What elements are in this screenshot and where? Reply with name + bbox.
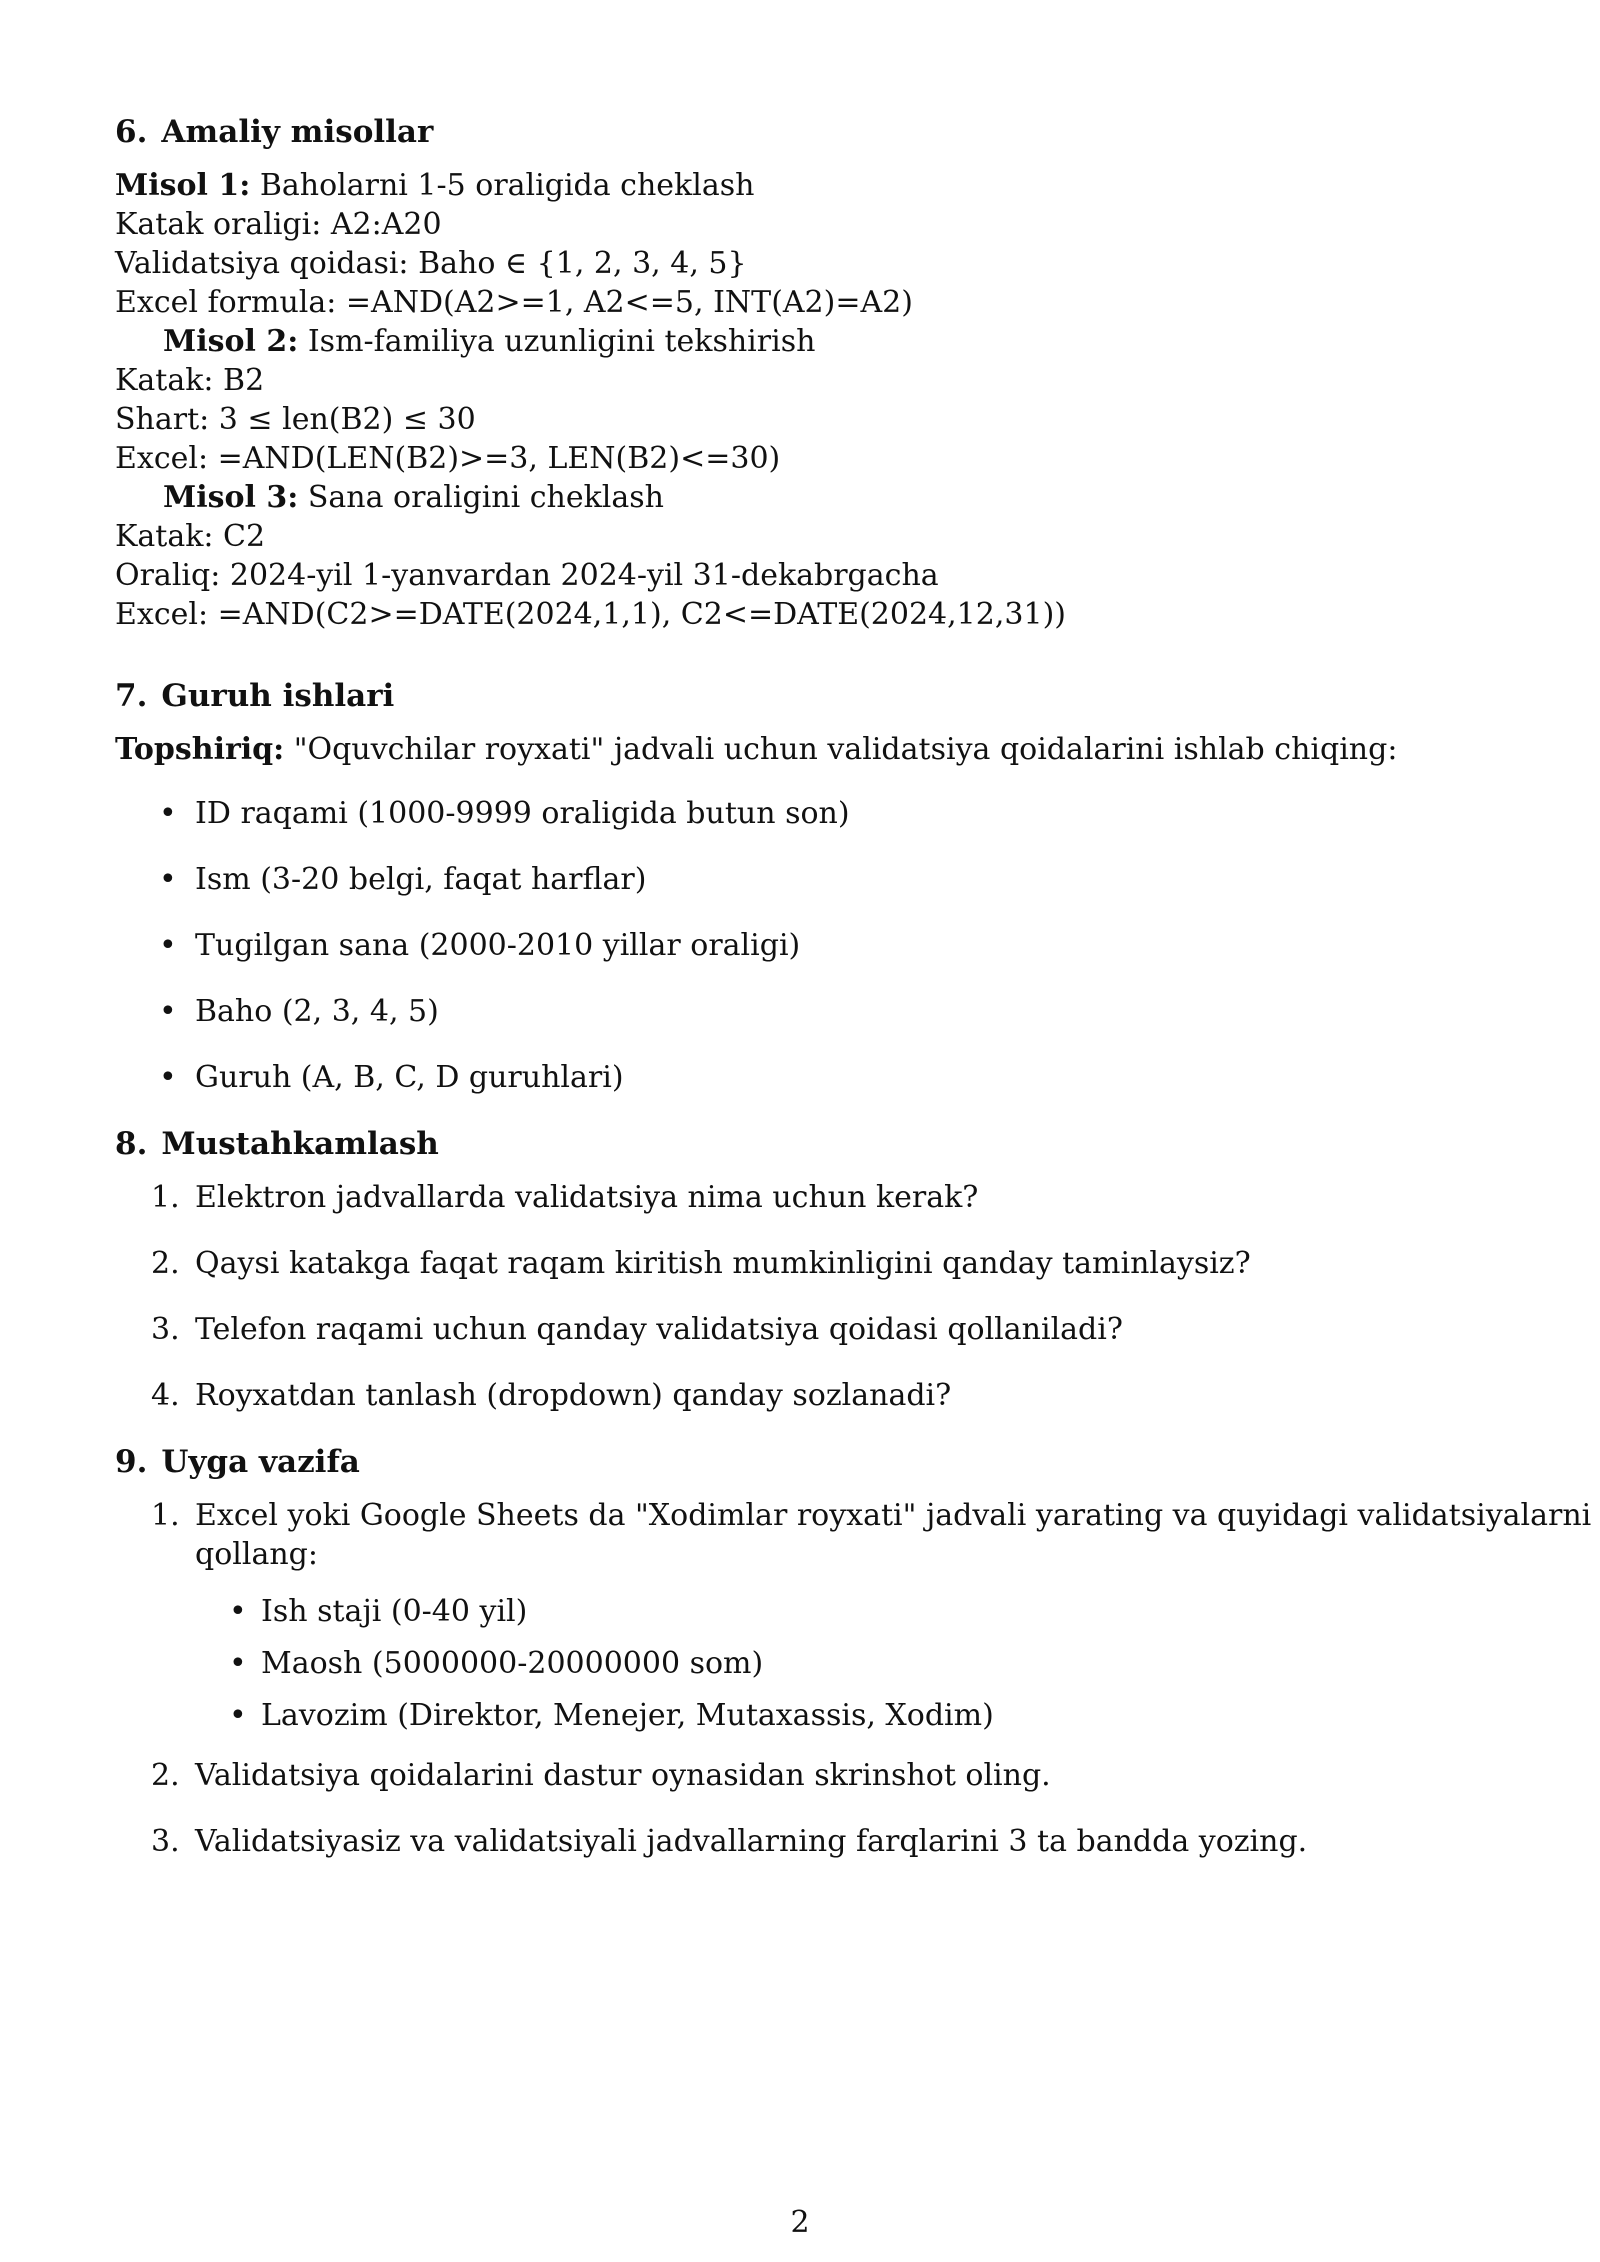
example-1-formula: Excel formula: =AND(A2>=1, A2<=5, INT(A2)=A2) bbox=[115, 285, 913, 320]
example-1-rule: Validatsiya qoidasi: Baho ∈ {1, 2, 3, 4, 5} bbox=[115, 246, 747, 281]
list-number: 4. bbox=[151, 1378, 180, 1413]
list-item: • Ism (3-20 belgi, faqat harflar) bbox=[115, 860, 1505, 899]
section-9-number: 9. bbox=[115, 1444, 148, 1480]
list-text: Royxatdan tanlash (dropdown) qanday sozlanadi? bbox=[195, 1378, 952, 1413]
list-item: • Guruh (A, B, C, D guruhlari) bbox=[115, 1058, 1505, 1097]
section-7-heading bbox=[115, 676, 1505, 716]
homework-sublist bbox=[195, 1592, 1505, 1735]
example-1-title: Baholarni 1-5 oraligida cheklash bbox=[250, 168, 755, 203]
section-6-title: Amaliy misollar bbox=[161, 114, 434, 150]
section-8-title: Mustahkamlash bbox=[161, 1126, 439, 1162]
example-3 bbox=[115, 478, 1505, 634]
example-2-label: Misol 2: bbox=[163, 324, 299, 359]
example-3-range: Oraliq: 2024-yil 1-yanvardan 2024-yil 31-dekabrgacha bbox=[115, 558, 939, 593]
sublist-item: • Maosh (5000000-20000000 som) bbox=[195, 1644, 1505, 1683]
review-questions-list bbox=[115, 1178, 1505, 1415]
group-task-list bbox=[115, 794, 1505, 1097]
list-item bbox=[115, 1496, 1592, 1735]
list-item bbox=[115, 1244, 1505, 1283]
section-9-title: Uyga vazifa bbox=[161, 1444, 360, 1480]
example-1-range: Katak oraligi: A2:A20 bbox=[115, 207, 442, 242]
example-2-title: Ism-familiya uzunligini tekshirish bbox=[298, 324, 816, 359]
list-item: • Tugilgan sana (2000-2010 yillar oraligi) bbox=[115, 926, 1505, 965]
list-item bbox=[115, 1376, 1505, 1415]
example-2-condition: Shart: 3 ≤ len(B2) ≤ 30 bbox=[115, 402, 476, 437]
list-number: 2. bbox=[151, 1758, 180, 1793]
list-text: Excel yoki Google Sheets da "Xodimlar royxati" jadvali yarating va quyidagi validatsiyalarni bbox=[195, 1498, 1592, 1533]
list-text: Telefon raqami uchun qanday validatsiya qoidasi qollaniladi? bbox=[195, 1312, 1123, 1347]
example-3-title: Sana oraligini cheklash bbox=[298, 480, 664, 515]
task-text: "Oquvchilar royxati" jadvali uchun validatsiya qoidalarini ishlab chiqing: bbox=[284, 732, 1398, 767]
list-item bbox=[115, 1178, 1505, 1217]
task-paragraph bbox=[115, 730, 1505, 769]
section-9-heading bbox=[115, 1442, 1505, 1482]
list-text: Qaysi katakga faqat raqam kiritish mumkinligini qanday taminlaysiz? bbox=[195, 1246, 1251, 1281]
section-7-title: Guruh ishlari bbox=[161, 678, 395, 714]
list-item bbox=[115, 1756, 1505, 1795]
list-text: Validatsiya qoidalarini dastur oynasidan skrinshot oling. bbox=[195, 1758, 1051, 1793]
list-number: 3. bbox=[151, 1312, 180, 1347]
example-2 bbox=[115, 322, 1505, 478]
list-text-continued: qollang: bbox=[195, 1537, 318, 1572]
example-3-cell: Katak: C2 bbox=[115, 519, 266, 554]
example-2-formula: Excel: =AND(LEN(B2)>=3, LEN(B2)<=30) bbox=[115, 441, 781, 476]
section-6-heading bbox=[115, 112, 1505, 152]
example-3-label: Misol 3: bbox=[163, 480, 299, 515]
example-1-label: Misol 1: bbox=[115, 168, 251, 203]
list-number: 1. bbox=[151, 1498, 180, 1533]
page-number: 2 bbox=[790, 2205, 810, 2240]
list-text: Validatsiyasiz va validatsiyali jadvallarning farqlarini 3 ta bandda yozing. bbox=[195, 1824, 1308, 1859]
list-item: • Baho (2, 3, 4, 5) bbox=[115, 992, 1505, 1031]
list-item bbox=[115, 1310, 1505, 1349]
section-6-number: 6. bbox=[115, 114, 148, 150]
example-2-cell: Katak: B2 bbox=[115, 363, 265, 398]
section-8-number: 8. bbox=[115, 1126, 148, 1162]
homework-list bbox=[115, 1496, 1592, 1861]
sublist-item: • Ish staji (0-40 yil) bbox=[195, 1592, 1505, 1631]
section-7-number: 7. bbox=[115, 678, 148, 714]
example-3-formula: Excel: =AND(C2>=DATE(2024,1,1), C2<=DATE(2024,12,31)) bbox=[115, 597, 1066, 632]
list-item: • ID raqami (1000-9999 oraligida butun son) bbox=[115, 794, 1505, 833]
list-number: 1. bbox=[151, 1180, 180, 1215]
list-number: 2. bbox=[151, 1246, 180, 1281]
list-item bbox=[115, 1822, 1505, 1861]
list-text: Elektron jadvallarda validatsiya nima uchun kerak? bbox=[195, 1180, 979, 1215]
sublist-item: • Lavozim (Direktor, Menejer, Mutaxassis, Xodim) bbox=[195, 1696, 1505, 1735]
example-1 bbox=[115, 166, 1505, 322]
list-number: 3. bbox=[151, 1824, 180, 1859]
task-label: Topshiriq: bbox=[115, 732, 285, 767]
section-8-heading bbox=[115, 1124, 1505, 1164]
page-content bbox=[115, 112, 1592, 1888]
